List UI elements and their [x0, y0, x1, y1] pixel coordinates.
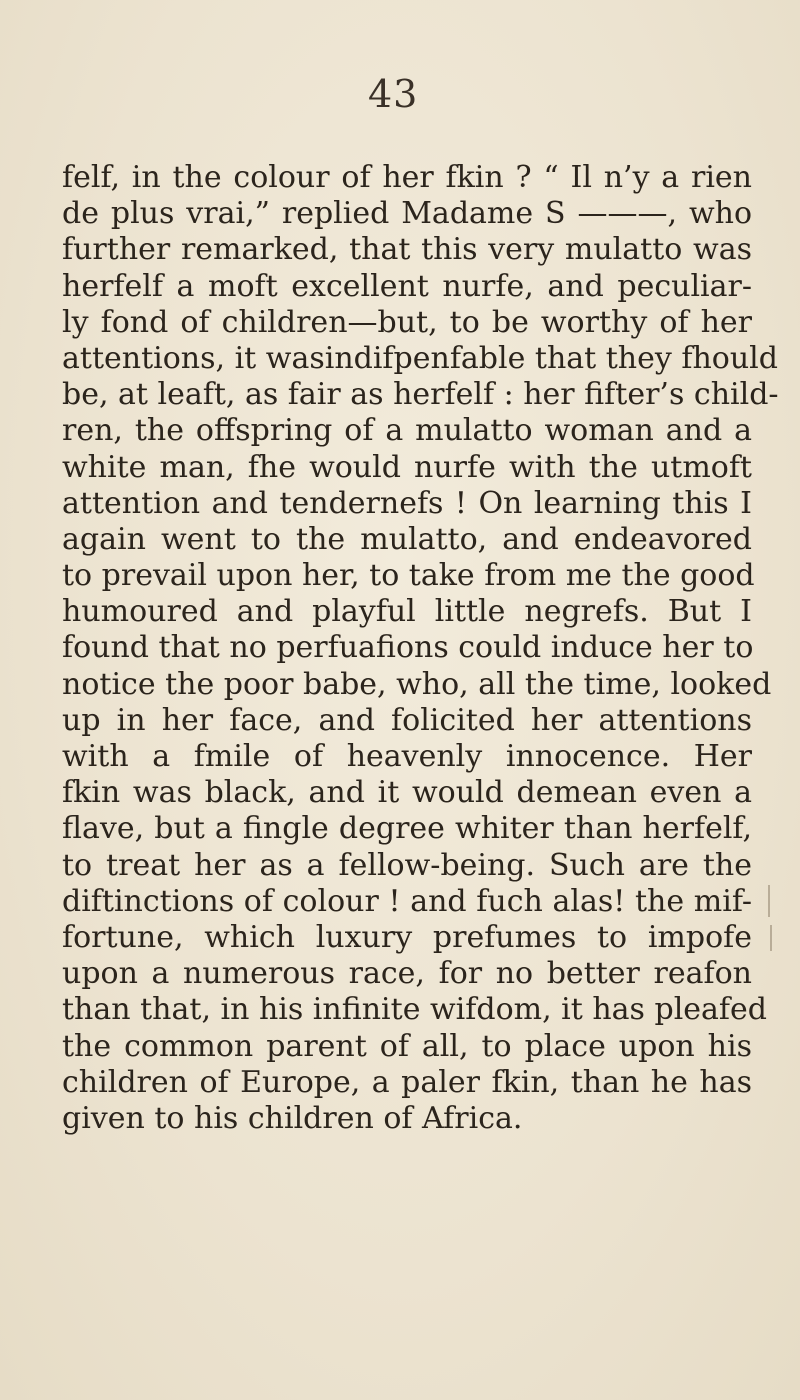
text-line: again went to the mulatto, and endeavored	[62, 521, 752, 557]
text-line: fortune, which luxury prefumes to impofe	[62, 919, 752, 955]
body-text	[62, 160, 779, 1137]
page-number: 43	[368, 72, 419, 116]
text-line: humoured and playful little negrefs. But I	[62, 594, 752, 630]
text-line: fkin was black, and it would demean even a	[62, 775, 752, 811]
text-line: further remarked, that this very mulatto was	[62, 232, 752, 268]
text-line: with a fmile of heavenly innocence. Her	[62, 739, 752, 774]
text-line: ly fond of children—but, to be worthy of her	[62, 304, 752, 340]
text-line: herfelf a moft excellent nurfe, and peculiar-	[62, 268, 752, 304]
text-line: de plus vrai,” replied Madame S ———, who	[62, 196, 752, 232]
text-line: found that no perfuafions could induce her to	[62, 630, 754, 666]
text-line: up in her face, and folicited her attentions	[62, 702, 752, 738]
text-line: notice the poor babe, who, all the time, looked	[62, 666, 772, 702]
text-line: children of Europe, a paler fkin, than he has	[62, 1064, 752, 1100]
text-line: to treat her as a fellow-being. Such are the	[62, 847, 752, 883]
text-line: ren, the offspring of a mulatto woman and a	[62, 413, 752, 449]
text-line: be, at leaft, as fair as herfelf : her fifter’s child-	[62, 377, 779, 413]
text-line: flave, but a fingle degree whiter than herfelf,	[62, 811, 752, 847]
text-line: to prevail upon her, to take from me the good	[62, 558, 755, 594]
text-line: attentions, it wasindifpenfable that they fhould	[62, 340, 778, 376]
page-edge-mark	[770, 925, 772, 951]
text-line: diftinctions of colour ! and fuch alas! the mif-	[62, 883, 752, 919]
text-line: attention and tendernefs ! On learning this I	[62, 485, 752, 521]
text-line: the common parent of all, to place upon his	[62, 1028, 752, 1064]
text-line: given to his children of Africa.	[62, 1100, 523, 1136]
text-line: upon a numerous race, for no better reafon	[62, 956, 752, 992]
text-line: than that, in his infinite wifdom, it has pleafed	[62, 992, 767, 1028]
text-line: white man, fhe would nurfe with the utmoft	[62, 449, 752, 485]
page-edge-mark	[768, 885, 770, 917]
text-line: felf, in the colour of her fkin ? “ Il n’y a rien	[62, 160, 752, 195]
